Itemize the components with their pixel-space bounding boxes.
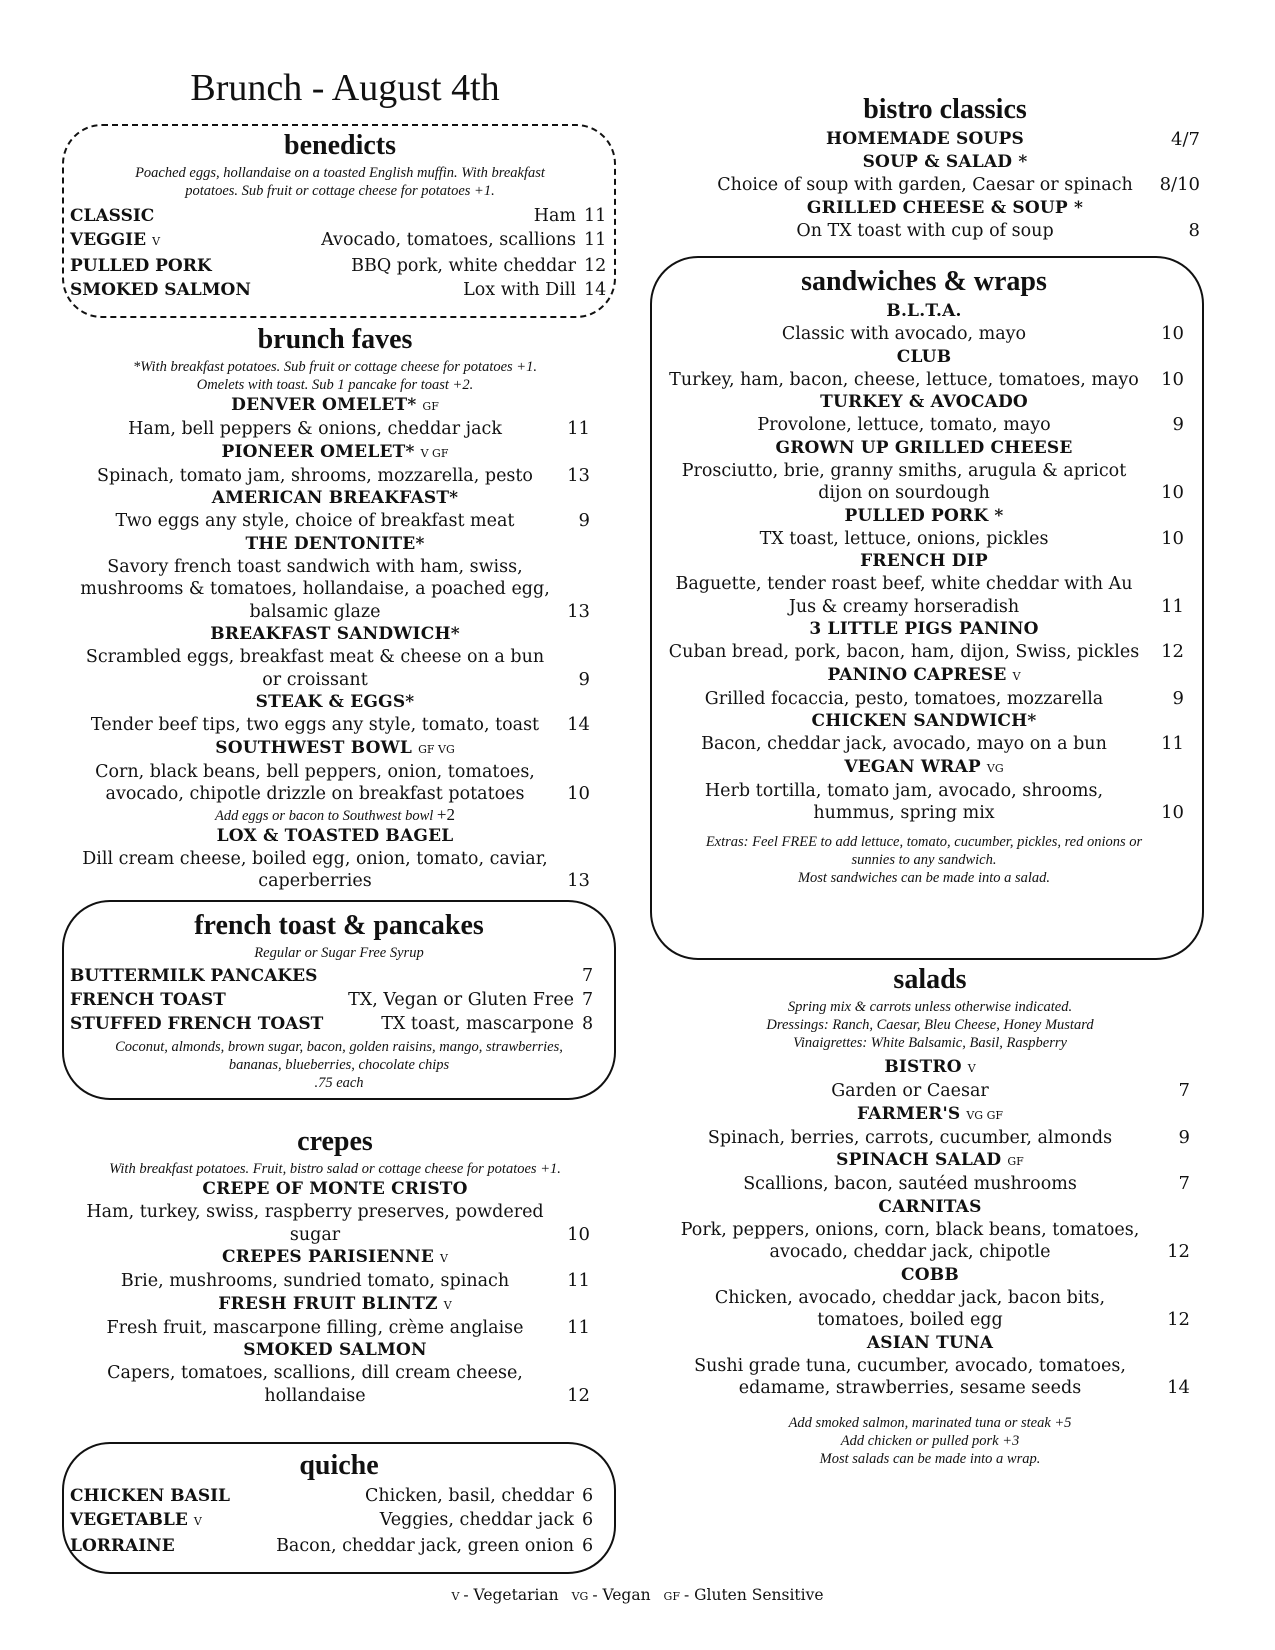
item-price: 6	[582, 1486, 594, 1506]
item-name: SMOKED SALMON	[243, 1340, 427, 1360]
toppings-note: Coconut, almonds, brown sugar, bacon, golden raisins, mango, strawberries, bananas, blueberries, chocolate chips	[115, 1039, 563, 1073]
item-name: CHICKEN BASIL	[70, 1486, 231, 1506]
diet-tags: V	[1012, 669, 1021, 683]
item-price: 8	[582, 1014, 594, 1034]
crepes-note: With breakfast potatoes. Fruit, bistro salad or cottage cheese for potatoes +1.	[109, 1161, 561, 1177]
item-desc: Pork, peppers, onions, corn, black beans, tomatoes, avocado, cheddar jack, chipotle	[680, 1219, 1140, 1262]
bistro-section	[690, 92, 1200, 242]
bistro-title: bistro classics	[863, 94, 1027, 125]
item-name: HOMEMADE SOUPS	[825, 129, 1025, 149]
item-name: DENVER OMELET* GF	[231, 395, 439, 415]
list-item	[80, 418, 590, 441]
item-name: VEGETABLE V	[70, 1510, 202, 1530]
item-desc: Dill cream cheese, boiled egg, onion, tomato, caviar, caperberries	[82, 848, 548, 891]
item-price: 14	[584, 280, 607, 300]
item-price: 14	[567, 714, 590, 735]
item-name: SPINACH SALAD GF	[836, 1150, 1024, 1170]
item-price: 6	[582, 1510, 594, 1530]
list-item	[670, 1127, 1190, 1150]
list-item	[670, 1219, 1190, 1264]
sandwiches-title: sandwiches & wraps	[801, 266, 1047, 297]
item-price: 11	[1161, 733, 1184, 754]
item-price: 7	[1178, 1080, 1190, 1101]
quiche-section	[70, 1448, 608, 1558]
item-name: CARNITAS	[878, 1196, 982, 1217]
salad-wrap-note: Most salads can be made into a wrap.	[819, 1450, 1041, 1467]
benedicts-section	[70, 128, 610, 302]
toppings-price: .75 each	[314, 1075, 364, 1091]
page-title: Brunch - August 4th	[190, 67, 500, 109]
list-item	[80, 556, 590, 624]
item-name: THE DENTONITE*	[245, 533, 425, 554]
list-item	[70, 228, 610, 254]
item-name: FRESH FRUIT BLINTZ V	[218, 1293, 452, 1314]
sandwiches-section	[664, 264, 1184, 887]
list-item	[80, 1201, 590, 1246]
item-desc: Capers, tomatoes, scallions, dill cream cheese, hollandaise	[107, 1363, 523, 1406]
item-price: 14	[1167, 1377, 1190, 1398]
item-desc: Scallions, bacon, sautéed mushrooms	[743, 1174, 1077, 1194]
item-price: 12	[584, 256, 607, 276]
item-desc: Prosciutto, brie, granny smiths, arugula & apricot dijon on sourdough	[681, 460, 1127, 503]
item-name: CREPES PARISIENNE V	[222, 1247, 448, 1267]
item-price: 13	[567, 600, 590, 622]
item-name: STEAK & EGGS*	[255, 692, 415, 712]
item-name: CLASSIC	[70, 206, 155, 226]
legend-vegetarian: - Vegetarian	[463, 1586, 559, 1604]
item-desc: Choice of soup with garden, Caesar or spinach	[717, 175, 1133, 195]
item-price: 10	[1161, 368, 1184, 390]
diet-tags: V GF	[420, 446, 449, 460]
salads-dressings: Dressings: Ranch, Caesar, Bleu Cheese, Honey Mustard	[766, 1017, 1094, 1033]
legend-gluten: - Gluten Sensitive	[683, 1586, 824, 1604]
item-name: FRENCH TOAST	[70, 990, 226, 1010]
brunch-faves-section	[80, 322, 590, 893]
item-desc: BBQ pork, white cheddar	[351, 256, 576, 276]
item-price: 9	[1172, 414, 1184, 435]
list-item	[664, 369, 1184, 392]
list-item	[664, 323, 1184, 346]
salads-note: Spring mix & carrots unless otherwise indicated.	[787, 999, 1073, 1015]
item-desc: Ham	[533, 206, 576, 226]
item-price: 10	[1161, 482, 1184, 503]
diet-tags: V	[440, 1252, 448, 1265]
list-item	[70, 964, 608, 988]
item-name: AMERICAN BREAKFAST*	[211, 488, 459, 508]
item-desc: Cuban bread, pork, bacon, ham, dijon, Swiss, pickles	[668, 642, 1140, 662]
item-desc: Avocado, tomatoes, scallions	[321, 230, 576, 250]
diet-tags: V	[443, 1298, 452, 1312]
item-price: 10	[567, 1223, 590, 1245]
brunch-faves-title: brunch faves	[257, 324, 413, 355]
item-desc: Grilled focaccia, pesto, tomatoes, mozzarella	[704, 688, 1104, 709]
quiche-title: quiche	[299, 1450, 379, 1481]
item-desc: Two eggs any style, choice of breakfast meat	[115, 511, 515, 531]
item-name: BUTTERMILK PANCAKES	[70, 966, 318, 986]
item-desc: Corn, black beans, bell peppers, onion, tomatoes, avocado, chipotle drizzle on breakfast potatoes	[95, 761, 535, 804]
item-desc: Provolone, lettuce, tomato, mayo	[757, 415, 1051, 435]
item-desc: Tender beef tips, two eggs any style, tomato, toast	[90, 715, 540, 735]
item-desc: Savory french toast sandwich with ham, swiss, mushrooms & tomatoes, hollandaise, a poached egg, balsamic glaze	[80, 556, 550, 622]
list-item	[70, 1484, 608, 1508]
item-name: TURKEY & AVOCADO	[820, 392, 1028, 412]
southwest-addon: Add eggs or bacon to Southwest bowl +2	[214, 804, 456, 824]
item-desc: Veggies, cheddar jack	[379, 1510, 574, 1530]
list-item	[80, 1270, 590, 1293]
item-desc: TX, Vegan or Gluten Free	[348, 990, 574, 1010]
vegetarian-tag: V	[152, 235, 161, 248]
list-item	[80, 646, 590, 691]
item-desc: TX toast, mascarpone	[381, 1014, 574, 1034]
diet-legend	[0, 1586, 1275, 1604]
item-price: 11	[567, 418, 590, 439]
item-name: GRILLED CHEESE & SOUP *	[806, 197, 1084, 218]
item-price: 10	[1161, 323, 1184, 344]
salads-section	[670, 962, 1190, 1468]
french-toast-section	[70, 908, 608, 1092]
item-price: 13	[567, 464, 590, 486]
list-item	[80, 1362, 590, 1407]
item-desc: Ham, bell peppers & onions, cheddar jack	[128, 419, 502, 439]
salads-title: salads	[893, 964, 967, 995]
vegan-tag: VG	[571, 1590, 589, 1603]
benedicts-title: benedicts	[284, 130, 396, 161]
item-name: BREAKFAST SANDWICH*	[210, 624, 460, 644]
item-price: 4/7	[1171, 128, 1200, 150]
item-price: 12	[1167, 1241, 1190, 1262]
item-desc: Fresh fruit, mascarpone filling, crème anglaise	[106, 1317, 524, 1338]
list-item	[664, 460, 1184, 505]
item-name: CHICKEN SANDWICH*	[811, 711, 1037, 731]
item-price: 11	[567, 1316, 590, 1338]
list-item	[70, 278, 610, 302]
list-item	[80, 465, 590, 488]
item-desc: TX toast, lettuce, onions, pickles	[759, 528, 1049, 549]
list-item	[664, 688, 1184, 711]
item-name: SOUTHWEST BOWL GF VG	[215, 737, 455, 758]
vegetarian-tag: V	[193, 1515, 202, 1528]
item-name: PIONEER OMELET* V GF	[221, 441, 449, 462]
list-item	[690, 128, 1200, 151]
item-name: SOUP & SALAD *	[862, 152, 1028, 172]
benedicts-list	[70, 204, 610, 302]
item-price: 6	[582, 1536, 594, 1556]
item-desc: Scrambled eggs, breakfast meat & cheese on a bun or croissant	[85, 647, 545, 690]
item-price: 12	[567, 1384, 590, 1406]
diet-tags: VG GF	[966, 1108, 1004, 1122]
vegetarian-tag: V	[451, 1590, 460, 1603]
diet-tags: V	[967, 1062, 976, 1075]
list-item	[70, 204, 610, 228]
item-name: FARMER'S VG GF	[856, 1103, 1004, 1124]
list-item	[70, 988, 608, 1012]
diet-tags: GF	[422, 400, 439, 413]
item-price: 10	[1161, 527, 1184, 549]
item-price: 11	[584, 230, 607, 250]
diet-tags: GF VG	[418, 742, 455, 756]
benedicts-note: Poached eggs, hollandaise on a toasted English muffin. With breakfast potatoes. Sub fruit or cottage cheese for potatoes +1.	[135, 165, 545, 199]
item-price: 13	[567, 870, 590, 891]
list-item	[670, 1080, 1190, 1103]
list-item	[664, 414, 1184, 437]
item-name: CREPE OF MONTE CRISTO	[202, 1179, 468, 1199]
item-desc: Herb tortilla, tomato jam, avocado, shrooms, hummus, spring mix	[704, 780, 1104, 823]
sandwich-extras-salad: Most sandwiches can be made into a salad.	[797, 869, 1051, 886]
legend-vegan: - Vegan	[592, 1586, 651, 1604]
item-price: 9	[578, 510, 590, 531]
item-price: 9	[1172, 687, 1184, 709]
list-item	[670, 1355, 1190, 1400]
list-item	[664, 528, 1184, 551]
item-name: PULLED PORK	[70, 256, 212, 276]
item-name: LOX & TOASTED BAGEL	[216, 825, 454, 846]
item-name: GROWN UP GRILLED CHEESE	[775, 437, 1073, 458]
list-item	[664, 780, 1184, 825]
item-price: 9	[578, 668, 590, 690]
crepes-title: crepes	[297, 1126, 373, 1157]
french-toast-title: french toast & pancakes	[194, 910, 484, 941]
list-item	[670, 1173, 1190, 1196]
item-desc: Brie, mushrooms, sundried tomato, spinach	[120, 1271, 510, 1291]
item-price: 10	[1161, 802, 1184, 823]
item-name: ASIAN TUNA	[866, 1332, 994, 1353]
item-name: VEGAN WRAP VG	[844, 756, 1004, 777]
item-desc: On TX toast with cup of soup	[796, 220, 1054, 241]
item-name: PULLED PORK *	[844, 505, 1004, 526]
item-price: 12	[1167, 1309, 1190, 1330]
item-desc: Chicken, avocado, cheddar jack, bacon bits, tomatoes, boiled egg	[714, 1287, 1106, 1330]
item-name: BISTRO V	[884, 1057, 976, 1077]
item-price: 11	[567, 1270, 590, 1291]
item-name: B.L.T.A.	[886, 301, 962, 321]
item-desc: Ham, turkey, swiss, raspberry preserves, powdered sugar	[86, 1202, 544, 1245]
item-name: VEGGIE V	[70, 230, 161, 250]
brunch-faves-note: *With breakfast potatoes. Sub fruit or cottage cheese for potatoes +1. Omelets with toast. Sub 1 pancake for toast +2.	[133, 359, 537, 393]
item-price: 8/10	[1159, 174, 1200, 195]
crepes-section	[80, 1124, 590, 1407]
salads-vinaigrettes: Vinaigrettes: White Balsamic, Basil, Raspberry	[793, 1035, 1067, 1051]
list-item	[80, 510, 590, 533]
item-name: FRENCH DIP	[860, 551, 988, 571]
list-item	[70, 1012, 608, 1036]
item-name: SMOKED SALMON	[70, 280, 251, 300]
item-desc: Sushi grade tuna, cucumber, avocado, tomatoes, edamame, strawberries, sesame seeds	[694, 1355, 1126, 1398]
list-item	[70, 254, 610, 278]
item-desc: Bacon, cheddar jack, green onion	[276, 1536, 574, 1556]
diet-tags: GF	[1007, 1155, 1024, 1168]
list-item	[80, 761, 590, 806]
item-name: STUFFED FRENCH TOAST	[70, 1014, 324, 1034]
gluten-tag: GF	[663, 1590, 680, 1603]
item-desc: Bacon, cheddar jack, avocado, mayo on a bun	[701, 734, 1107, 754]
item-price: 9	[1178, 1126, 1190, 1148]
item-price: 7	[1178, 1173, 1190, 1194]
list-item	[690, 220, 1200, 243]
item-name: CLUB	[896, 346, 952, 367]
item-price: 12	[1161, 641, 1184, 662]
list-item	[80, 1317, 590, 1340]
french-toast-note: Regular or Sugar Free Syrup	[254, 945, 424, 961]
item-desc: Garden or Caesar	[831, 1081, 989, 1101]
item-desc: Chicken, basil, cheddar	[365, 1486, 574, 1506]
salad-addon-protein: Add smoked salmon, marinated tuna or steak +5	[788, 1414, 1072, 1431]
item-name: 3 LITTLE PIGS PANINO	[809, 619, 1039, 639]
list-item	[70, 1508, 608, 1534]
item-name: COBB	[901, 1264, 959, 1285]
list-item	[80, 714, 590, 737]
list-item	[664, 641, 1184, 664]
list-item	[690, 174, 1200, 197]
item-price: 7	[582, 990, 594, 1010]
item-price: 10	[567, 783, 590, 804]
item-desc: Turkey, ham, bacon, cheese, lettuce, tomatoes, mayo	[669, 369, 1139, 390]
list-item	[664, 733, 1184, 756]
list-item	[70, 1534, 608, 1558]
item-desc: Spinach, berries, carrots, cucumber, almonds	[707, 1127, 1113, 1148]
item-price: 11	[584, 206, 607, 226]
item-name: LORRAINE	[70, 1536, 175, 1556]
item-desc: Spinach, tomato jam, shrooms, mozzarella, pesto	[97, 465, 533, 486]
list-item	[670, 1287, 1190, 1332]
list-item	[664, 573, 1184, 618]
sandwich-extras: Extras: Feel FREE to add lettuce, tomato, cucumber, pickles, red onions or sunnies to any sandwich.	[705, 833, 1143, 868]
diet-tags: VG	[986, 761, 1004, 775]
item-desc: Lox with Dill	[463, 280, 576, 300]
item-price: 8	[1188, 219, 1200, 241]
item-desc: Classic with avocado, mayo	[781, 324, 1027, 344]
item-price: 11	[1161, 595, 1184, 617]
item-price: 7	[582, 966, 594, 986]
salad-addon-chicken: Add chicken or pulled pork +3	[840, 1432, 1020, 1449]
item-desc: Baguette, tender roast beef, white cheddar with Au Jus & creamy horseradish	[675, 574, 1133, 617]
list-item	[80, 848, 590, 893]
item-name: PANINO CAPRESE V	[827, 664, 1021, 685]
